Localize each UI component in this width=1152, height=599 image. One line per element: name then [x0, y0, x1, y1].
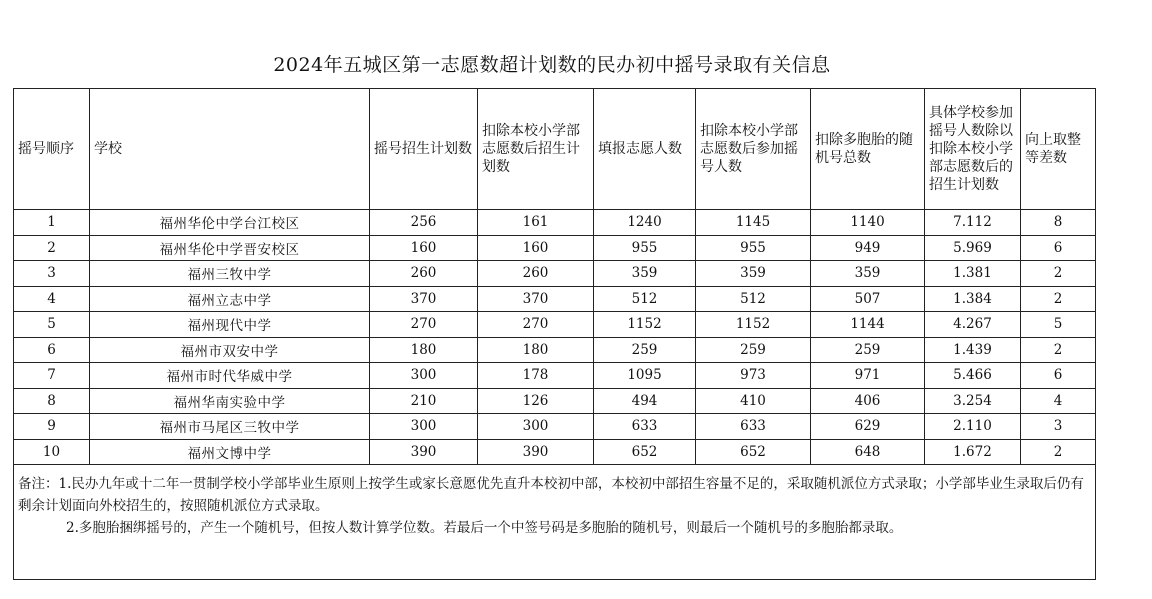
cell-plan: 260	[370, 261, 478, 287]
notes-cell	[14, 465, 1096, 580]
cell-plan-after-deduct: 180	[478, 337, 594, 363]
header-plan: 摇号招生计划数	[370, 89, 478, 210]
cell-school: 福州现代中学	[90, 312, 370, 338]
table-row	[14, 414, 1096, 440]
cell-order: 10	[14, 439, 90, 465]
cell-lottery-participants: 973	[696, 363, 811, 389]
cell-ceiling: 2	[1021, 286, 1096, 312]
cell-ceiling: 6	[1021, 363, 1096, 389]
cell-lottery-participants: 652	[696, 439, 811, 465]
cell-ratio: 7.112	[925, 210, 1021, 236]
cell-plan-after-deduct: 178	[478, 363, 594, 389]
cell-ceiling: 8	[1021, 210, 1096, 236]
header-ratio: 具体学校参加摇号人数除以扣除本校小学部志愿数后的招生计划数	[925, 89, 1021, 210]
note-2: 2.多胞胎捆绑摇号的，产生一个随机号，但按人数计算学位数。若最后一个中签号码是多胞胎的随机号，则最后一个随机号的多胞胎都录取。	[66, 520, 903, 536]
cell-school: 福州三牧中学	[90, 261, 370, 287]
note-1: 备注：1.民办九年或十二年一贯制学校小学部毕业生原则上按学生或家长意愿优先直升本校初中部，本校初中部招生容量不足的，采取随机派位方式录取；小学部毕业生录取后仍有剩余计划面向外校招生的，按照随机派位方式录取。	[18, 476, 1084, 514]
cell-lottery-participants: 512	[696, 286, 811, 312]
cell-school: 福州立志中学	[90, 286, 370, 312]
cell-lottery-participants: 259	[696, 337, 811, 363]
cell-ceiling: 2	[1021, 439, 1096, 465]
cell-random-numbers: 629	[811, 414, 925, 440]
cell-school: 福州文博中学	[90, 439, 370, 465]
cell-school: 福州市双安中学	[90, 337, 370, 363]
table-row	[14, 286, 1096, 312]
cell-ratio: 1.439	[925, 337, 1021, 363]
notes-row	[14, 465, 1096, 580]
header-row	[14, 89, 1096, 210]
cell-random-numbers: 359	[811, 261, 925, 287]
cell-random-numbers: 507	[811, 286, 925, 312]
cell-plan-after-deduct: 390	[478, 439, 594, 465]
header-school: 学校	[90, 89, 370, 210]
cell-ratio: 1.672	[925, 439, 1021, 465]
cell-plan: 390	[370, 439, 478, 465]
lottery-table	[13, 88, 1096, 580]
cell-school: 福州市马尾区三牧中学	[90, 414, 370, 440]
cell-random-numbers: 1140	[811, 210, 925, 236]
cell-plan: 270	[370, 312, 478, 338]
cell-ceiling: 5	[1021, 312, 1096, 338]
cell-ratio: 2.110	[925, 414, 1021, 440]
header-random-numbers: 扣除多胞胎的随机号总数	[811, 89, 925, 210]
cell-lottery-participants: 1145	[696, 210, 811, 236]
cell-school: 福州市时代华威中学	[90, 363, 370, 389]
cell-ceiling: 2	[1021, 337, 1096, 363]
page-title: 2024年五城区第一志愿数超计划数的民办初中摇号录取有关信息	[273, 54, 831, 76]
table-row	[14, 210, 1096, 236]
cell-plan-after-deduct: 260	[478, 261, 594, 287]
cell-applicants: 1240	[594, 210, 696, 236]
table-row	[14, 235, 1096, 261]
cell-random-numbers: 971	[811, 363, 925, 389]
cell-order: 8	[14, 388, 90, 414]
cell-applicants: 359	[594, 261, 696, 287]
cell-ratio: 1.381	[925, 261, 1021, 287]
cell-random-numbers: 259	[811, 337, 925, 363]
cell-ratio: 4.267	[925, 312, 1021, 338]
cell-order: 6	[14, 337, 90, 363]
cell-order: 5	[14, 312, 90, 338]
cell-order: 9	[14, 414, 90, 440]
cell-plan: 160	[370, 235, 478, 261]
table-row	[14, 439, 1096, 465]
header-applicants: 填报志愿人数	[594, 89, 696, 210]
table-row	[14, 312, 1096, 338]
cell-applicants: 955	[594, 235, 696, 261]
cell-lottery-participants: 955	[696, 235, 811, 261]
cell-order: 7	[14, 363, 90, 389]
cell-ratio: 5.969	[925, 235, 1021, 261]
cell-plan-after-deduct: 161	[478, 210, 594, 236]
cell-plan: 300	[370, 363, 478, 389]
cell-applicants: 652	[594, 439, 696, 465]
cell-plan: 256	[370, 210, 478, 236]
cell-plan: 300	[370, 414, 478, 440]
cell-order: 4	[14, 286, 90, 312]
cell-order: 1	[14, 210, 90, 236]
cell-plan-after-deduct: 300	[478, 414, 594, 440]
cell-ratio: 1.384	[925, 286, 1021, 312]
table-row	[14, 363, 1096, 389]
cell-ratio: 5.466	[925, 363, 1021, 389]
cell-plan-after-deduct: 270	[478, 312, 594, 338]
cell-lottery-participants: 410	[696, 388, 811, 414]
cell-ceiling: 3	[1021, 414, 1096, 440]
cell-ceiling: 4	[1021, 388, 1096, 414]
cell-school: 福州华伦中学晋安校区	[90, 235, 370, 261]
cell-random-numbers: 949	[811, 235, 925, 261]
cell-lottery-participants: 1152	[696, 312, 811, 338]
cell-random-numbers: 1144	[811, 312, 925, 338]
cell-ratio: 3.254	[925, 388, 1021, 414]
cell-lottery-participants: 359	[696, 261, 811, 287]
cell-applicants: 1152	[594, 312, 696, 338]
cell-plan: 210	[370, 388, 478, 414]
table-row	[14, 388, 1096, 414]
cell-school: 福州华南实验中学	[90, 388, 370, 414]
cell-random-numbers: 648	[811, 439, 925, 465]
cell-ceiling: 6	[1021, 235, 1096, 261]
cell-plan-after-deduct: 370	[478, 286, 594, 312]
cell-order: 2	[14, 235, 90, 261]
table-row	[14, 261, 1096, 287]
header-lottery-participants: 扣除本校小学部志愿数后参加摇号人数	[696, 89, 811, 210]
cell-plan-after-deduct: 126	[478, 388, 594, 414]
cell-random-numbers: 406	[811, 388, 925, 414]
table-row	[14, 337, 1096, 363]
cell-plan-after-deduct: 160	[478, 235, 594, 261]
cell-applicants: 494	[594, 388, 696, 414]
cell-lottery-participants: 633	[696, 414, 811, 440]
header-ceiling: 向上取整等差数	[1021, 89, 1096, 210]
cell-plan: 370	[370, 286, 478, 312]
cell-order: 3	[14, 261, 90, 287]
cell-plan: 180	[370, 337, 478, 363]
cell-applicants: 512	[594, 286, 696, 312]
header-plan-after-deduct: 扣除本校小学部志愿数后招生计划数	[478, 89, 594, 210]
cell-applicants: 1095	[594, 363, 696, 389]
cell-ceiling: 2	[1021, 261, 1096, 287]
cell-school: 福州华伦中学台江校区	[90, 210, 370, 236]
cell-applicants: 633	[594, 414, 696, 440]
cell-applicants: 259	[594, 337, 696, 363]
header-order: 摇号顺序	[14, 89, 90, 210]
